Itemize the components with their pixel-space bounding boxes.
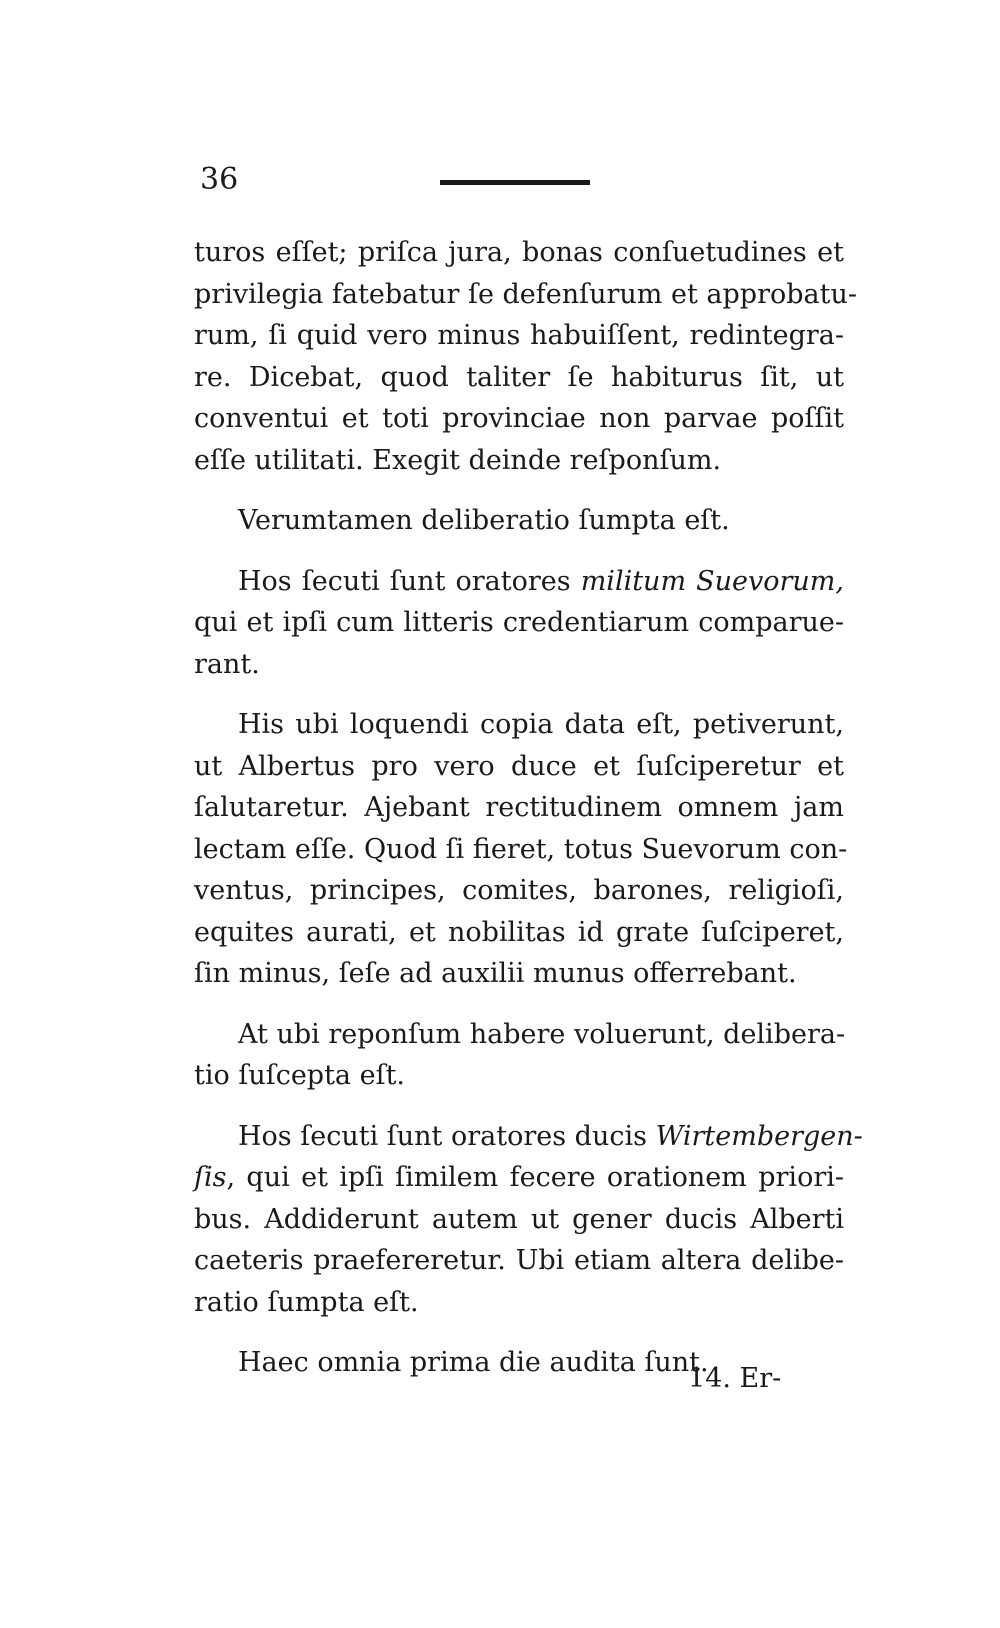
text-line: lectam eſſe. Quod ſi fieret, totus Suevorum con- xyxy=(194,833,848,865)
paragraph-gap xyxy=(194,481,844,500)
body-text xyxy=(194,232,863,1384)
text-line: rum, ſi quid vero minus habuiſſent, redintegra- xyxy=(194,320,844,351)
text-line: ſalutaretur. Ajebant rectitudinem omnem jam xyxy=(194,792,844,823)
text-line: ſin minus, ſeſe ad auxilii munus offerrebant. xyxy=(194,958,797,989)
italic-text: Wirtembergen- xyxy=(655,1120,863,1152)
paragraph-gap xyxy=(194,1097,844,1116)
text-segment: Hos ſecuti ſunt oratores xyxy=(238,565,581,597)
text-line: equites aurati, et nobilitas id grate ſuſciperet, xyxy=(194,916,844,948)
italic-text: ſis xyxy=(194,1162,227,1193)
text-segment: , qui et ipſi ſimilem fecere orationem priori- xyxy=(226,1162,844,1193)
paragraph xyxy=(194,1014,844,1097)
text-segment: Hos ſecuti ſunt oratores ducis xyxy=(238,1120,656,1152)
text-line: ventus, principes, comites, barones, religioſi, xyxy=(194,875,844,906)
text-line: ut Albertus pro vero duce et ſuſciperetur et xyxy=(194,750,844,782)
text-line: Verumtamen deliberatio ſumpta eſt. xyxy=(238,505,730,536)
text-line: rant. xyxy=(194,648,260,680)
paragraph-gap xyxy=(194,685,844,704)
text-line xyxy=(194,561,844,603)
paragraph-gap xyxy=(194,995,844,1014)
text-line xyxy=(194,1116,863,1158)
text-line: At ubi reponſum habere voluerunt, delibera- xyxy=(238,1018,846,1050)
paragraph-gap xyxy=(194,542,844,561)
paragraph xyxy=(194,232,857,481)
paragraph-gap xyxy=(194,1323,844,1342)
catchword: 14. Er- xyxy=(688,1363,782,1394)
page-number: 36 xyxy=(200,162,239,197)
italic-text: militum Suevorum, xyxy=(580,565,844,597)
text-line: bus. Addiderunt autem ut gener ducis Alberti xyxy=(194,1203,844,1235)
text-line: conventui et toti provinciae non parvae poſſit xyxy=(194,403,844,434)
paragraph xyxy=(194,1116,863,1324)
text-line: eſſe utilitati. Exegit deinde reſponſum. xyxy=(194,444,722,476)
text-line: qui et ipſi cum litteris credentiarum comparue- xyxy=(194,607,844,638)
paragraph xyxy=(194,500,844,542)
text-line xyxy=(194,1157,844,1199)
text-line: tio ſuſcepta eſt. xyxy=(194,1060,406,1091)
paragraph xyxy=(194,561,844,686)
text-line: caeteris praefereretur. Ubi etiam altera delibe- xyxy=(194,1245,844,1276)
text-line: re. Dicebat, quod taliter ſe habiturus ſit, ut xyxy=(194,361,844,393)
text-line: ratio ſumpta eſt. xyxy=(194,1286,419,1318)
text-line: Haec omnia prima die audita ſunt. xyxy=(238,1347,709,1378)
text-line: His ubi loquendi copia data eſt, petiverunt, xyxy=(238,709,844,740)
text-line: privilegia fatebatur ſe defenſurum et approbatu- xyxy=(194,278,857,310)
text-line: turos eſſet; priſca jura, bonas conſuetudines et xyxy=(194,237,844,268)
paragraph xyxy=(194,704,848,995)
header-rule xyxy=(440,180,590,185)
